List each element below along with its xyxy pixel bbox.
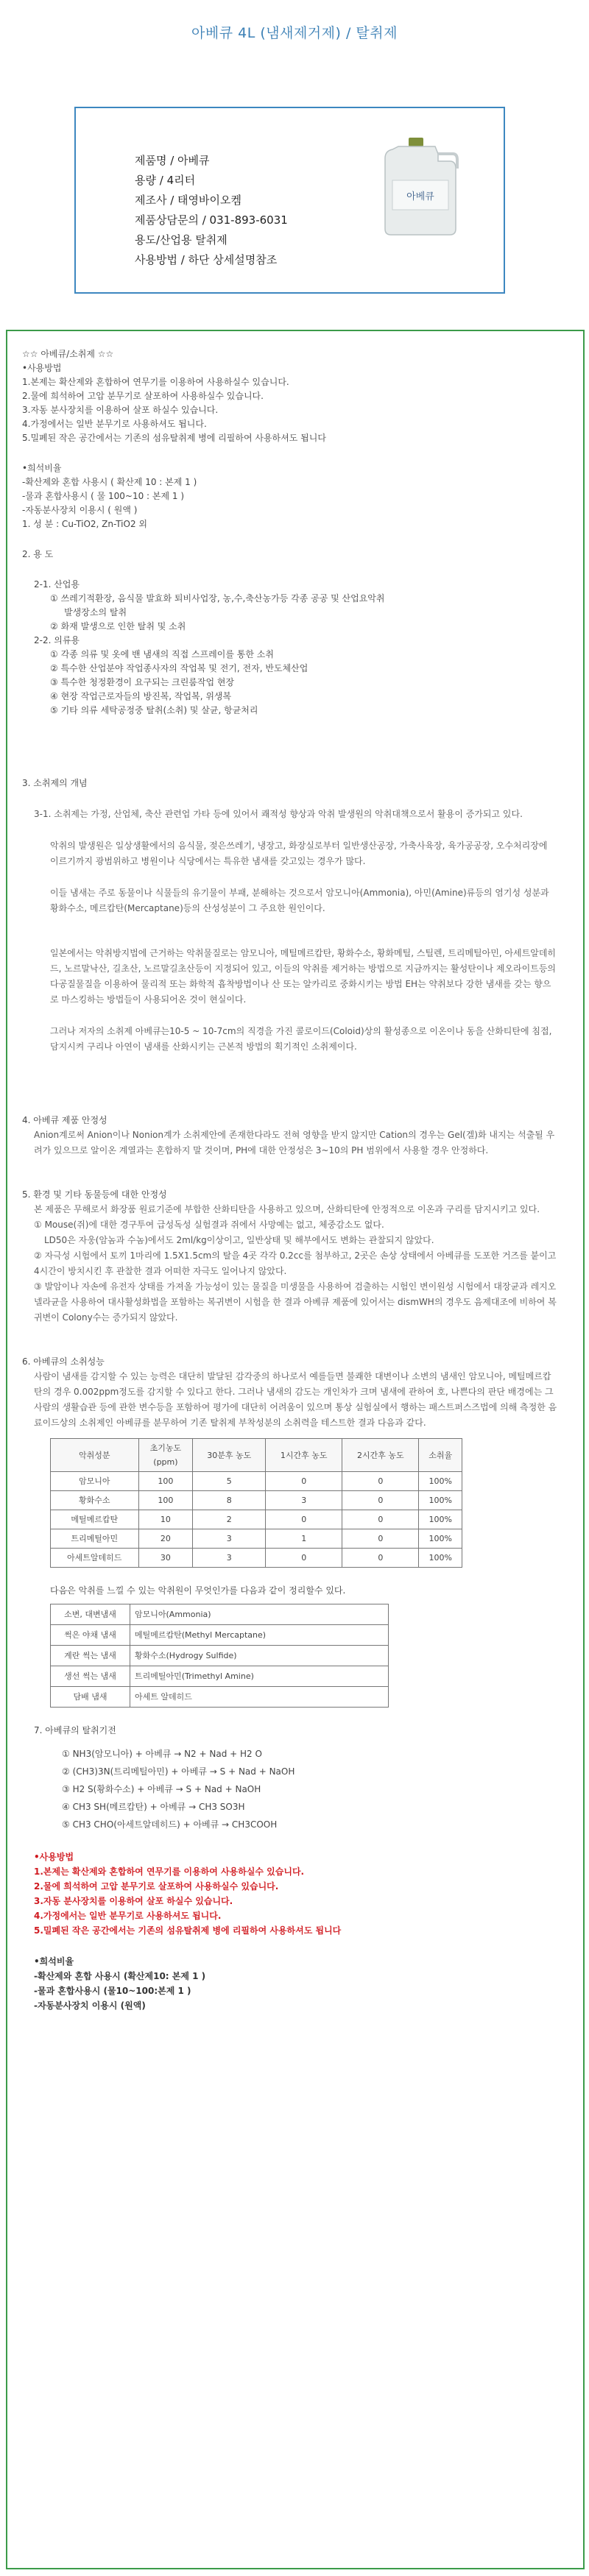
table-cell: 메틸메르캅탄(Methyl Mercaptane) bbox=[130, 1625, 389, 1646]
table-cell: 암모니아 bbox=[51, 1472, 139, 1491]
product-name: 제품명 / 아베큐 bbox=[135, 154, 210, 167]
table-cell: 0 bbox=[266, 1549, 342, 1568]
odor-source-table bbox=[50, 1604, 389, 1708]
table-cell: 2 bbox=[193, 1510, 266, 1529]
section-3-paragraph: 3-1. 소취제는 가정, 산업체, 축산 관련업 가타 등에 있어서 쾌적성 향상과 악취 발생원의 악취대책으로서 활용이 증가되고 있다. bbox=[34, 809, 523, 819]
table-cell: 1 bbox=[266, 1529, 342, 1549]
table-cell: 30 bbox=[138, 1549, 193, 1568]
section-2-2-item: ④ 현장 작업근로자들의 방진복, 작업복, 위생복 bbox=[50, 691, 232, 701]
title-bar bbox=[0, 0, 589, 53]
table-row bbox=[51, 1510, 462, 1529]
section-4-paragraph: Anion계로써 Anion이나 Nonion계가 소취제안에 존재한다라도 전혀 영향을 받지 않지만 Cation의 경우는 Gel(겔)화 내지는 석출될 우려가 있으므로 알이온 계열과는 혼합하지 말 것이며, PH에 대한 안정성은 3~10의 PH 범위에서 사용할 경우 안정하다. bbox=[34, 1130, 555, 1156]
section-4-heading: 4. 아베큐 제품 안정성 bbox=[22, 1115, 107, 1125]
table-cell: 0 bbox=[342, 1510, 419, 1529]
product-contact: 제품상담문의 / 031-893-6031 bbox=[135, 213, 288, 227]
usage-line: 4.가정에서는 일반 분무기로 사용하셔도 됩니다. bbox=[22, 419, 207, 429]
reaction-line: ⑤ CH3 CHO(아세트알데히드) + 아베큐 → CH3COOH bbox=[62, 1819, 278, 1830]
table-header-cell: 2시간후 농도 bbox=[342, 1439, 419, 1472]
dilution-line: -물과 혼합사용시 ( 물 100~10 : 본제 1 ) bbox=[22, 491, 185, 501]
product-method: 사용방법 / 하단 상세설명참조 bbox=[135, 253, 278, 266]
ingredients-line: 1. 성 분 : Cu-TiO2, Zn-TiO2 외 bbox=[22, 519, 147, 529]
footer-usage-line: 1.본제는 확산제와 혼합하여 연무기를 이용하여 사용하실수 있습니다. bbox=[34, 1866, 305, 1877]
section-3-paragraph: 이들 냄새는 주로 동물이나 식물들의 유기물이 부패, 분해하는 것으로서 암모니아(Ammonia), 아민(Amine)류등의 염기성 성분과 황화수소, 메르캅탄(Mercaptane)등의 산성성분이 그 주요한 원인이다. bbox=[50, 888, 549, 913]
table-cell: 0 bbox=[342, 1491, 419, 1510]
section-6-heading: 6. 아베큐의 소취성능 bbox=[22, 1356, 105, 1367]
table-cell: 트리메틸아민 bbox=[51, 1529, 139, 1549]
table-cell: 100 bbox=[138, 1491, 193, 1510]
section-2-2-item: ⑤ 기타 의류 세탁공정중 탈취(소취) 및 살균, 항균처리 bbox=[50, 705, 258, 715]
table-cell: 100% bbox=[419, 1510, 462, 1529]
odor-intro: 다음은 악취를 느낄 수 있는 악취원이 무엇인가를 다음과 같이 정리할수 있다. bbox=[50, 1585, 346, 1596]
table-cell: 황화수소(Hydrogy Sulfide) bbox=[130, 1646, 389, 1666]
dilution-line: -자동분사장치 이용시 ( 원액 ) bbox=[22, 505, 138, 515]
section-2-1-item: ① 쓰레기적환장, 음식물 발효화 퇴비사업장, 농,수,축산농가등 각종 공공 및 산업요악취 bbox=[50, 593, 385, 604]
page-title: 아베큐 4L (냄새제거제) / 탈취제 bbox=[191, 25, 398, 41]
dilution-heading: •희석비율 bbox=[22, 463, 62, 473]
footer-usage-line: 4.가정에서는 일반 분무기로 사용하셔도 됩니다. bbox=[34, 1911, 222, 1921]
table-cell: 메틸메르캅탄 bbox=[51, 1510, 139, 1529]
section-6-paragraph: 사람이 냄새를 감지할 수 있는 능력은 대단히 발달된 감각중의 하나로서 예를들면 불쾌한 대변이나 소변의 냄새인 암모니아, 메틸메르캅탄의 경우 0.002ppm정도를 감지할 수 있다고 한다. 그러나 냄새의 감도는 개인차가 크며 냄새에 관하여 호, 나쁜다의 판단 배경에는 그 사람의 생활습관 등에 관한 변수등을 포함하여 평가에 대단히 어려움이 있으며 통상 실험실에서 행하는 패스트퍼스즈법에 의해 측정한 음료이드상의 소취제인 아베큐를 분무하여 기존 탈취제 부착성분의 소취력을 테스트한 결과 다음과 같다. bbox=[34, 1371, 557, 1428]
footer-dilution-line: -자동분사장치 이용시 (원액) bbox=[34, 2000, 146, 2011]
footer-usage-line: 3.자동 분사장치를 이용하여 살포 하실수 있습니다. bbox=[34, 1896, 233, 1906]
section-3-paragraph: 악취의 발생원은 일상생활에서의 음식물, 젖은쓰레기, 냉장고, 화장실로부터 일반생산공장, 가축사육장, 육가공공장, 오수처리장에 이르기까지 광범위하고 병원이나 식당에서는 특유한 냄새를 갖고있는 경우가 많다. bbox=[50, 841, 548, 866]
table-cell: 3 bbox=[193, 1549, 266, 1568]
table-header-cell: 30분후 농도 bbox=[193, 1439, 266, 1472]
reaction-line: ① NH3(암모니아) + 아베큐 → N2 + Nad + H2 O bbox=[62, 1749, 262, 1759]
usage-heading: •사용방법 bbox=[22, 363, 62, 373]
table-cell: 소변, 대변냄새 bbox=[51, 1604, 130, 1625]
section-2-heading: 2. 용 도 bbox=[22, 549, 54, 559]
section-5-item: LD50은 자웅(암놈과 수놈)에서도 2ml/kg이상이고, 일반상태 및 해부에서도 변화는 관찰되지 않았다. bbox=[44, 1235, 434, 1245]
table-header-cell: 초기농도 (ppm) bbox=[138, 1439, 193, 1472]
content-box bbox=[6, 330, 585, 2569]
table-row bbox=[51, 1646, 389, 1666]
table-header-row bbox=[51, 1439, 462, 1472]
section-2-2-item: ③ 특수한 청정환경이 요구되는 크린룸작업 현장 bbox=[50, 677, 235, 687]
usage-line: 3.자동 분사장치를 이용하여 살포 하실수 있습니다. bbox=[22, 405, 219, 415]
table-cell: 0 bbox=[342, 1549, 419, 1568]
table-cell: 10 bbox=[138, 1510, 193, 1529]
section-2-2-item: ① 각종 의류 및 옷에 밴 냄새의 직접 스프레이를 통한 소취 bbox=[50, 649, 274, 659]
table-cell: 100% bbox=[419, 1491, 462, 1510]
reaction-line: ② (CH3)3N(트리메틸아민) + 아베큐 → S + Nad + NaOH bbox=[62, 1766, 295, 1777]
product-info-list bbox=[135, 151, 288, 270]
section-5-heading: 5. 환경 및 기타 동물등에 대한 안정성 bbox=[22, 1189, 167, 1200]
deodorizing-table bbox=[50, 1438, 462, 1568]
table-cell: 아세트알데히드 bbox=[51, 1549, 139, 1568]
footer-dilution-line: -물과 혼합사용시 (물10~100:본제 1 ) bbox=[34, 1986, 191, 1996]
product-use: 용도/산업용 탈취제 bbox=[135, 233, 228, 247]
product-info-box bbox=[74, 107, 505, 294]
reaction-line: ③ H2 S(황화수소) + 아베큐 → S + Nad + NaOH bbox=[62, 1784, 261, 1794]
section-7-heading: 7. 아베큐의 탈취기전 bbox=[34, 1725, 116, 1735]
table-cell: 생선 썩는 냄새 bbox=[51, 1666, 130, 1687]
reaction-line: ④ CH3 SH(메르캅탄) + 아베큐 → CH3 SO3H bbox=[62, 1802, 245, 1812]
table-row bbox=[51, 1472, 462, 1491]
section-2-2-item: ② 특수한 산업분야 작업종사자의 작업복 및 전기, 전자, 반도체산업 bbox=[50, 663, 308, 673]
table-header-cell: 소취율 bbox=[419, 1439, 462, 1472]
section-2-1-item: ② 화재 발생으로 인한 탈취 및 소취 bbox=[50, 621, 186, 631]
jug-cap bbox=[409, 138, 423, 146]
usage-line: 5.밀폐된 작은 공간에서는 기존의 섬유탈취제 병에 리필하여 사용하셔도 됩니다 bbox=[22, 433, 326, 443]
table-row bbox=[51, 1604, 389, 1625]
table-cell: 0 bbox=[266, 1472, 342, 1491]
footer-dilution-line: -확산제와 혼합 사용시 (확산제10: 본제 1 ) bbox=[34, 1971, 206, 1981]
table-cell: 8 bbox=[193, 1491, 266, 1510]
table-cell: 100% bbox=[419, 1472, 462, 1491]
product-jug-image bbox=[376, 136, 465, 239]
table-cell: 아세트 알데히드 bbox=[130, 1687, 389, 1708]
table-cell: 100% bbox=[419, 1549, 462, 1568]
table-header-cell: 1시간후 농도 bbox=[266, 1439, 342, 1472]
section-5-paragraph: 본 제품은 무해로서 화장품 원료기준에 부합한 산화티탄을 사용하고 있으며, 산화티탄에 안정적으로 이온과 구리를 담지시키고 있다. bbox=[34, 1204, 540, 1214]
table-row bbox=[51, 1491, 462, 1510]
intro-heading: ☆☆ 아베큐/소취제 ☆☆ bbox=[22, 349, 114, 359]
footer-usage-line: 2.물에 희석하여 고압 분무기로 살포하여 사용하실수 있습니다. bbox=[34, 1881, 279, 1892]
dilution-line: -확산제와 혼합 사용시 ( 확산제 10 : 본제 1 ) bbox=[22, 477, 197, 487]
jug-label: 아베큐 bbox=[406, 191, 434, 202]
table-cell: 트리메틸아민(Trimethyl Amine) bbox=[130, 1666, 389, 1687]
section-5-item: ① Mouse(쥐)에 대한 경구투여 급성독성 실험결과 쥐에서 사망예는 없고, 체중감소도 없다. bbox=[34, 1220, 384, 1230]
usage-line: 1.본제는 확산제와 혼합하여 연무기를 이용하여 사용하실수 있습니다. bbox=[22, 377, 289, 387]
section-2-2-heading: 2-2. 의류용 bbox=[34, 635, 80, 645]
table-cell: 3 bbox=[193, 1529, 266, 1549]
footer-dilution-heading: •희석비율 bbox=[34, 1956, 74, 1967]
table-cell: 썩은 야채 냄새 bbox=[51, 1625, 130, 1646]
section-3-paragraph: 그러나 저자의 소취제 아베큐는10-5 ~ 10-7cm의 직경을 가진 콜로이드(Coloid)상의 활성종으로 이온이나 동을 산화티탄에 침접, 담지시켜 구리나 아연이 냄새를 산화시키는 근본적 방법의 획기적인 소취제이다. bbox=[50, 1026, 552, 1052]
section-3-heading: 3. 소취제의 개념 bbox=[22, 778, 88, 788]
table-row bbox=[51, 1529, 462, 1549]
table-cell: 0 bbox=[342, 1529, 419, 1549]
usage-line: 2.물에 희석하여 고압 분무기로 살포하여 사용하실수 있습니다. bbox=[22, 391, 264, 401]
footer-usage-line: 5.밀폐된 작은 공간에서는 기존의 섬유탈취제 병에 리필하여 사용하셔도 됩니다 bbox=[34, 1925, 342, 1936]
table-row bbox=[51, 1687, 389, 1708]
section-3-paragraph: 일본에서는 악취방지법에 근거하는 악취물질로는 암모니아, 메틸메르캅탄, 황화수소, 황화메틸, 스틸렌, 트리메틸아민, 아세트알데히드, 노르말낙산, 길초산, 노르말길초산등이 지정되어 있고, 이들의 악취를 제거하는 방법으로 지금까지는 활성탄이나 제오라이트등의 다공질물질을 이용하여 물리적 또는 화학적 흡착방법이나 산 또는 알카리로 중화시키는 방법 EH는 약취보다 강한 냄새를 갖는 향으로 마스킹하는 방법들이 사용되어온 것이 현실이다. bbox=[50, 948, 557, 1005]
product-volume: 용량 / 4리터 bbox=[135, 174, 196, 187]
section-2-1-item: 발생장소의 탈취 bbox=[50, 607, 127, 618]
table-cell: 100% bbox=[419, 1529, 462, 1549]
product-maker: 제조사 / 태영바이오켐 bbox=[135, 194, 242, 207]
footer-usage-heading: •사용방법 bbox=[34, 1852, 74, 1862]
content bbox=[22, 347, 567, 2013]
table-row bbox=[51, 1549, 462, 1568]
table-cell: 0 bbox=[342, 1472, 419, 1491]
table-row bbox=[51, 1625, 389, 1646]
table-cell: 암모니아(Ammonia) bbox=[130, 1604, 389, 1625]
table-cell: 담배 냄새 bbox=[51, 1687, 130, 1708]
table-cell: 20 bbox=[138, 1529, 193, 1549]
table-header-cell: 악취성분 bbox=[51, 1439, 139, 1472]
table-cell: 100 bbox=[138, 1472, 193, 1491]
section-5-item: ② 자극성 시험에서 토끼 1마리에 1.5X1.5cm의 탈을 4곳 각각 0.2cc를 첨부하고, 2곳은 손상 상태에서 아베큐를 도포한 거즈를 붙이고 4시간이 방치시킨 후 관찰한 결과 어떠한 자극도 일어나지 않았다. bbox=[34, 1250, 557, 1276]
section-5-item: ③ 발암이나 자손에 유전자 상태를 가져올 가능성이 있는 물질을 미생물을 사용하여 검출하는 시험인 변이원성 시험에서 대장균과 레지오넬라균을 사용하여 대사활성화법을 포함하는 복귀변이 시험을 한 결과 아베큐 제품에 있어서는 dismWH의 경우도 음제대조에 비하여 복귀변이 Colony수는 증가되지 않았다. bbox=[34, 1281, 557, 1323]
table-cell: 황화수소 bbox=[51, 1491, 139, 1510]
table-cell: 계란 썩는 냄새 bbox=[51, 1646, 130, 1666]
table-row bbox=[51, 1666, 389, 1687]
section-2-1-heading: 2-1. 산업용 bbox=[34, 579, 80, 590]
table-cell: 0 bbox=[266, 1510, 342, 1529]
table-cell: 5 bbox=[193, 1472, 266, 1491]
table-cell: 3 bbox=[266, 1491, 342, 1510]
